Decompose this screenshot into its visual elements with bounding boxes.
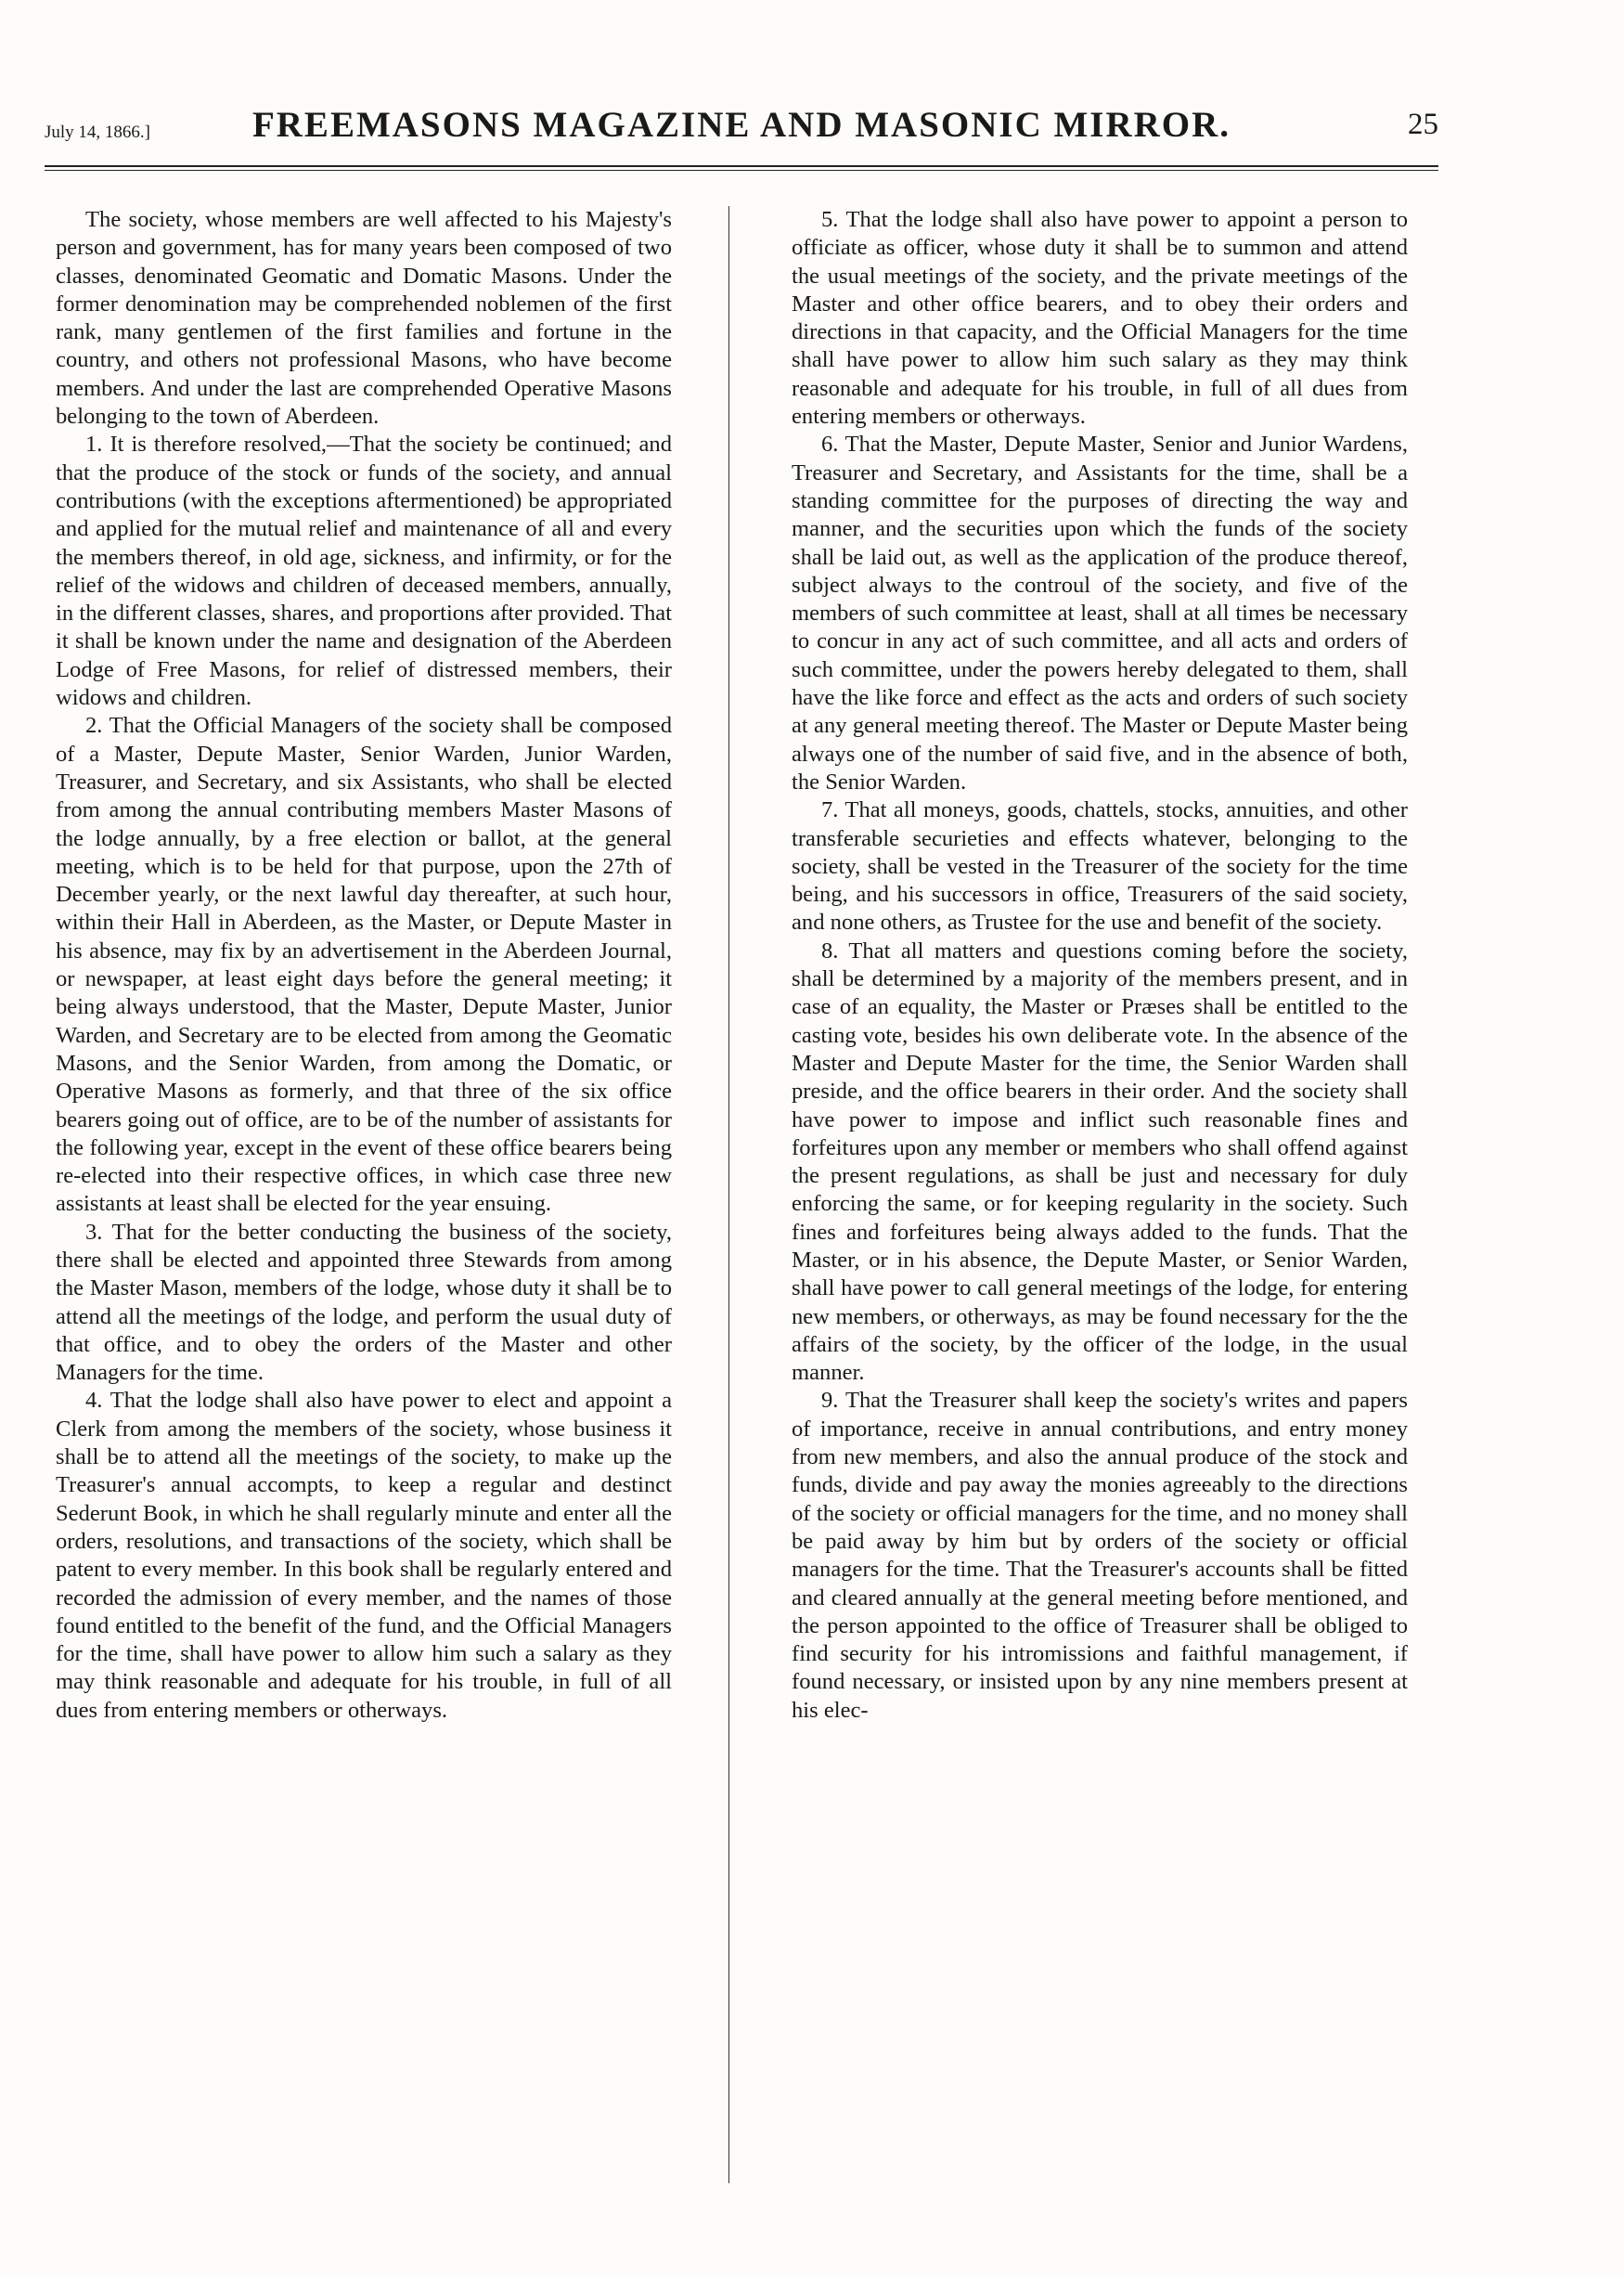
paragraph-article-2: 2. That the Official Managers of the society shall be composed of a Master, Depute Master, Senior Warden, Junior Warden, Treasurer, and Secretary, and six Assistants, who shall be elected from among the annual contributing members Master Masons of the lodge annually, by a free election or ballot, at the general meeting, which is to be held for that purpose, upon the 27th of December yearly, or the next lawful day thereafter, at such hour, within their Hall in Aberdeen, as the Master, or Depute Master in his absence, may fix by an advertisement in the Aberdeen Journal, or newspaper, at least eight days before the general meeting; it being always understood, that the Master, Depute Master, Junior Warden, and Secretary are to be elected from among the Geomatic Masons, and the Senior Warden, from among the Domatic, or Operative Masons as formerly, and that three of the six office bearers going out of office, are to be of the number of assistants for the following year, except in the event of these office bearers being re-elected into their respective offices, in which case three new assistants at least shall be elected for the year ensuing.: [56, 713, 672, 1217]
paragraph-article-9: 9. That the Treasurer shall keep the society's writes and papers of importance, receive in annual contributions, and entry money from new members, and also the annual produce of the stock and funds, divide and pay away the monies agreeably to the directions of the society or official managers for the time, and no money shall be paid away by him but by orders of the society or official managers for the time. That the Treasurer's accounts shall be fitted and cleared annually at the general meeting before mentioned, and the person appointed to the office of Treasurer shall be obliged to find security for his intromissions and faithful management, if found necessary, or insisted upon by any nine members present at his elec-: [792, 1388, 1408, 1723]
masthead-title: FREEMASONS MAGAZINE AND MASONIC MIRROR.: [251, 105, 1231, 145]
paragraph-article-7: 7. That all moneys, goods, chattels, stocks, annuities, and other transferable securieties and effects whatever, belonging to the society, shall be vested in the Treasurer of the society for the time being, and his successors in office, Treasurers of the said society, and none others, as Trustee for the use and benefit of the society.: [792, 797, 1408, 936]
left-column: [56, 206, 672, 1725]
right-column: [792, 206, 1408, 1725]
paragraph-article-6: 6. That the Master, Depute Master, Senior and Junior Wardens, Treasurer and Secretary, and Assistants for the time, shall be a standing committee for the purposes of directing the way and manner, and the securities upon which the funds of the society shall be laid out, as well as the application of the produce thereof, subject always to the controul of the society, and five of the members of such committee at least, shall at all times be necessary to concur in any act of such committee, and all acts and orders of such committee, under the powers hereby delegated to them, shall have the like force and effect as the acts and orders of such society at any general meeting thereof. The Master or Depute Master being always one of the number of said five, and in the absence of both, the Senior Warden.: [792, 432, 1408, 795]
paragraph-article-5: 5. That the lodge shall also have power to appoint a person to officiate as officer, whose duty it shall be to summon and attend the usual meetings of the society, and the private meetings of the Master and other office bearers, and to obey their orders and directions in that capacity, and the Official Managers for the time shall have power to allow him such salary as they may think reasonable and adequate for his trouble, in full of all dues from entering members or otherways.: [792, 207, 1408, 430]
paragraph-article-1: 1. It is therefore resolved,—That the society be continued; and that the produce of the stock or funds of the society, and annual contributions (with the exceptions aftermentioned) be appropriated and applied for the mutual relief and maintenance of all and every the members thereof, in old age, sickness, and infirmity, or for the relief of the widows and children of deceased members, annually, in the different classes, shares, and proportions after provided. That it shall be known under the name and designation of the Aberdeen Lodge of Free Masons, for relief of distressed members, their widows and children.: [56, 432, 672, 711]
paragraph-intro: The society, whose members are well affected to his Majesty's person and government, has for many years been composed of two classes, denominated Geomatic and Domatic Masons. Under the former denomination may be comprehended noblemen of the first rank, many gentlemen of the first families and fortune in the country, and others not professional Masons, who have become members. And under the last are comprehended Operative Masons belonging to the town of Aberdeen.: [56, 207, 672, 430]
paragraph-article-4: 4. That the lodge shall also have power to elect and appoint a Clerk from among the members of the society, whose business it shall be to attend all the meetings of the society, to make up the Treasurer's annual accompts, to keep a regular and destinct Sederunt Book, in which he shall regularly minute and enter all the orders, resolutions, and transactions of the society, which shall be patent to every member. In this book shall be regularly entered and recorded the admission of every member, and the names of those found entitled to the benefit of the fund, and the Official Managers for the time, shall have power to allow him such a salary as they may think reasonable and adequate for his trouble, in full of all dues from entering members or otherways.: [56, 1388, 672, 1723]
column-divider: [728, 206, 729, 2183]
header-rule-thin: [45, 170, 1438, 171]
paragraph-article-3: 3. That for the better conducting the business of the society, there shall be elected and appointed three Stewards from among the Master Mason, members of the lodge, whose duty it shall be to attend all the meetings of the lodge, and perform the usual duty of that office, and to obey the orders of the Master and other Managers for the time.: [56, 1219, 672, 1386]
paragraph-article-8: 8. That all matters and questions coming before the society, shall be determined by a majority of the members present, and in case of an equality, the Master or Præses shall be entitled to the casting vote, besides his own deliberate vote. In the absence of the Master and Depute Master for the time, the Senior Warden shall preside, and the office bearers in their order. And the society shall have power to impose and inflict such reasonable fines and forfeitures upon any member or members who shall offend against the present regulations, as shall be just and necessary for duly enforcing the same, or for keeping regularity in the society. Such fines and forfeitures being always added to the funds. That the Master, or in his absence, the Depute Master, or Senior Warden, shall have power to call general meetings of the lodge, for entering new members, or otherways, as may be found necessary for the the affairs of the society, by the officer of the lodge, in the usual manner.: [792, 938, 1408, 1386]
header-rule: [45, 165, 1438, 167]
issue-date: July 14, 1866.]: [45, 123, 150, 142]
running-header: [45, 104, 1438, 160]
page-number: 25: [1408, 108, 1438, 141]
